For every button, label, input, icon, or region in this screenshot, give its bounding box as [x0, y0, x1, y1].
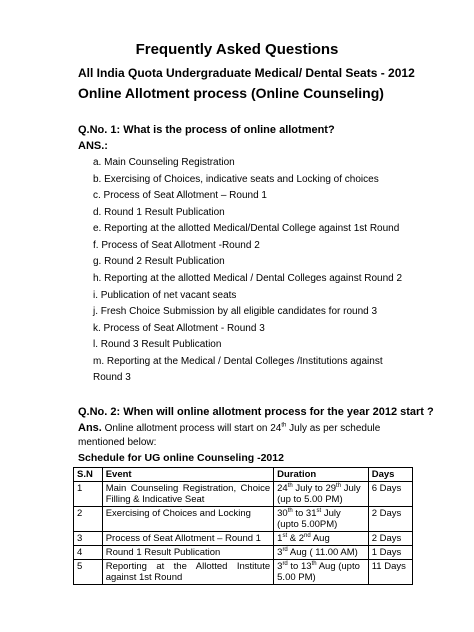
answer-2-label: Ans. — [78, 422, 102, 434]
cell-duration: 24th July to 29th July (up to 5.00 PM) — [274, 482, 369, 507]
list-item: g. Round 2 Result Publication — [93, 256, 225, 267]
list-item: c. Process of Seat Allotment – Round 1 — [93, 190, 267, 201]
question-1: Q.No. 1: What is the process of online allotment? — [78, 124, 335, 136]
cell-days: 2 Days — [368, 507, 412, 532]
header-days: Days — [368, 468, 412, 482]
table-row — [74, 546, 413, 560]
table-row — [74, 507, 413, 532]
list-item: l. Round 3 Result Publication — [93, 339, 222, 350]
table-row — [74, 560, 413, 585]
answer-1-label: ANS.: — [78, 140, 108, 152]
cell-days: 11 Days — [368, 560, 412, 585]
table-header-row — [74, 468, 413, 482]
cell-days: 2 Days — [368, 532, 412, 546]
table-row — [74, 482, 413, 507]
list-item: d. Round 1 Result Publication — [93, 207, 225, 218]
cell-days: 6 Days — [368, 482, 412, 507]
list-item: b. Exercising of Choices, indicative seats and Locking of choices — [93, 174, 379, 185]
cell-duration: 30th to 31st July (upto 5.00PM) — [274, 507, 369, 532]
cell-event: Process of Seat Allotment – Round 1 — [102, 532, 273, 546]
table-row — [74, 532, 413, 546]
section-heading: Online Allotment process (Online Counseling) — [78, 85, 384, 101]
list-item: Round 3 — [93, 372, 131, 383]
schedule-table — [73, 467, 413, 585]
cell-event: Round 1 Result Publication — [102, 546, 273, 560]
list-item: h. Reporting at the allotted Medical / Dental Colleges against Round 2 — [93, 273, 403, 284]
page-subtitle: All India Quota Undergraduate Medical/ Dental Seats - 2012 — [78, 66, 415, 80]
page-title: Frequently Asked Questions — [135, 41, 339, 58]
list-item: f. Process of Seat Allotment -Round 2 — [93, 240, 260, 251]
answer-2-text-b: July as per schedule mentioned below: — [78, 423, 381, 448]
question-2: Q.No. 2: When will online allotment process for the year 2012 start ? — [78, 406, 434, 418]
list-item: a. Main Counseling Registration — [93, 157, 235, 168]
cell-duration: 3rd Aug ( 11.00 AM) — [274, 546, 369, 560]
header-event: Event — [102, 468, 273, 482]
cell-duration: 3rd to 13th Aug (upto 5.00 PM) — [274, 560, 369, 585]
answer-2-text-a: Online allotment process will start on 24 — [101, 423, 282, 434]
cell-sn: 4 — [74, 546, 103, 560]
answer-2-sup: th — [281, 422, 287, 429]
list-item: e. Reporting at the allotted Medical/Dental College against 1st Round — [93, 223, 400, 234]
cell-duration: 1st & 2nd Aug — [274, 532, 369, 546]
answer-2 — [78, 421, 408, 450]
cell-sn: 5 — [74, 560, 103, 585]
schedule-title: Schedule for UG online Counseling -2012 — [78, 452, 284, 464]
cell-event: Reporting at the Allotted Institute against 1st Round — [102, 560, 273, 585]
cell-sn: 3 — [74, 532, 103, 546]
list-item: m. Reporting at the Medical / Dental Colleges /Institutions against — [93, 356, 383, 367]
cell-event: Exercising of Choices and Locking — [102, 507, 273, 532]
list-item: j. Fresh Choice Submission by all eligible candidates for round 3 — [93, 306, 378, 317]
cell-event: Main Counseling Registration, Choice Filling & Indicative Seat — [102, 482, 273, 507]
header-duration: Duration — [274, 468, 369, 482]
cell-days: 1 Days — [368, 546, 412, 560]
header-sn: S.N — [74, 468, 103, 482]
cell-sn: 1 — [74, 482, 103, 507]
list-item: i. Publication of net vacant seats — [93, 290, 237, 301]
cell-sn: 2 — [74, 507, 103, 532]
list-item: k. Process of Seat Allotment - Round 3 — [93, 323, 265, 334]
